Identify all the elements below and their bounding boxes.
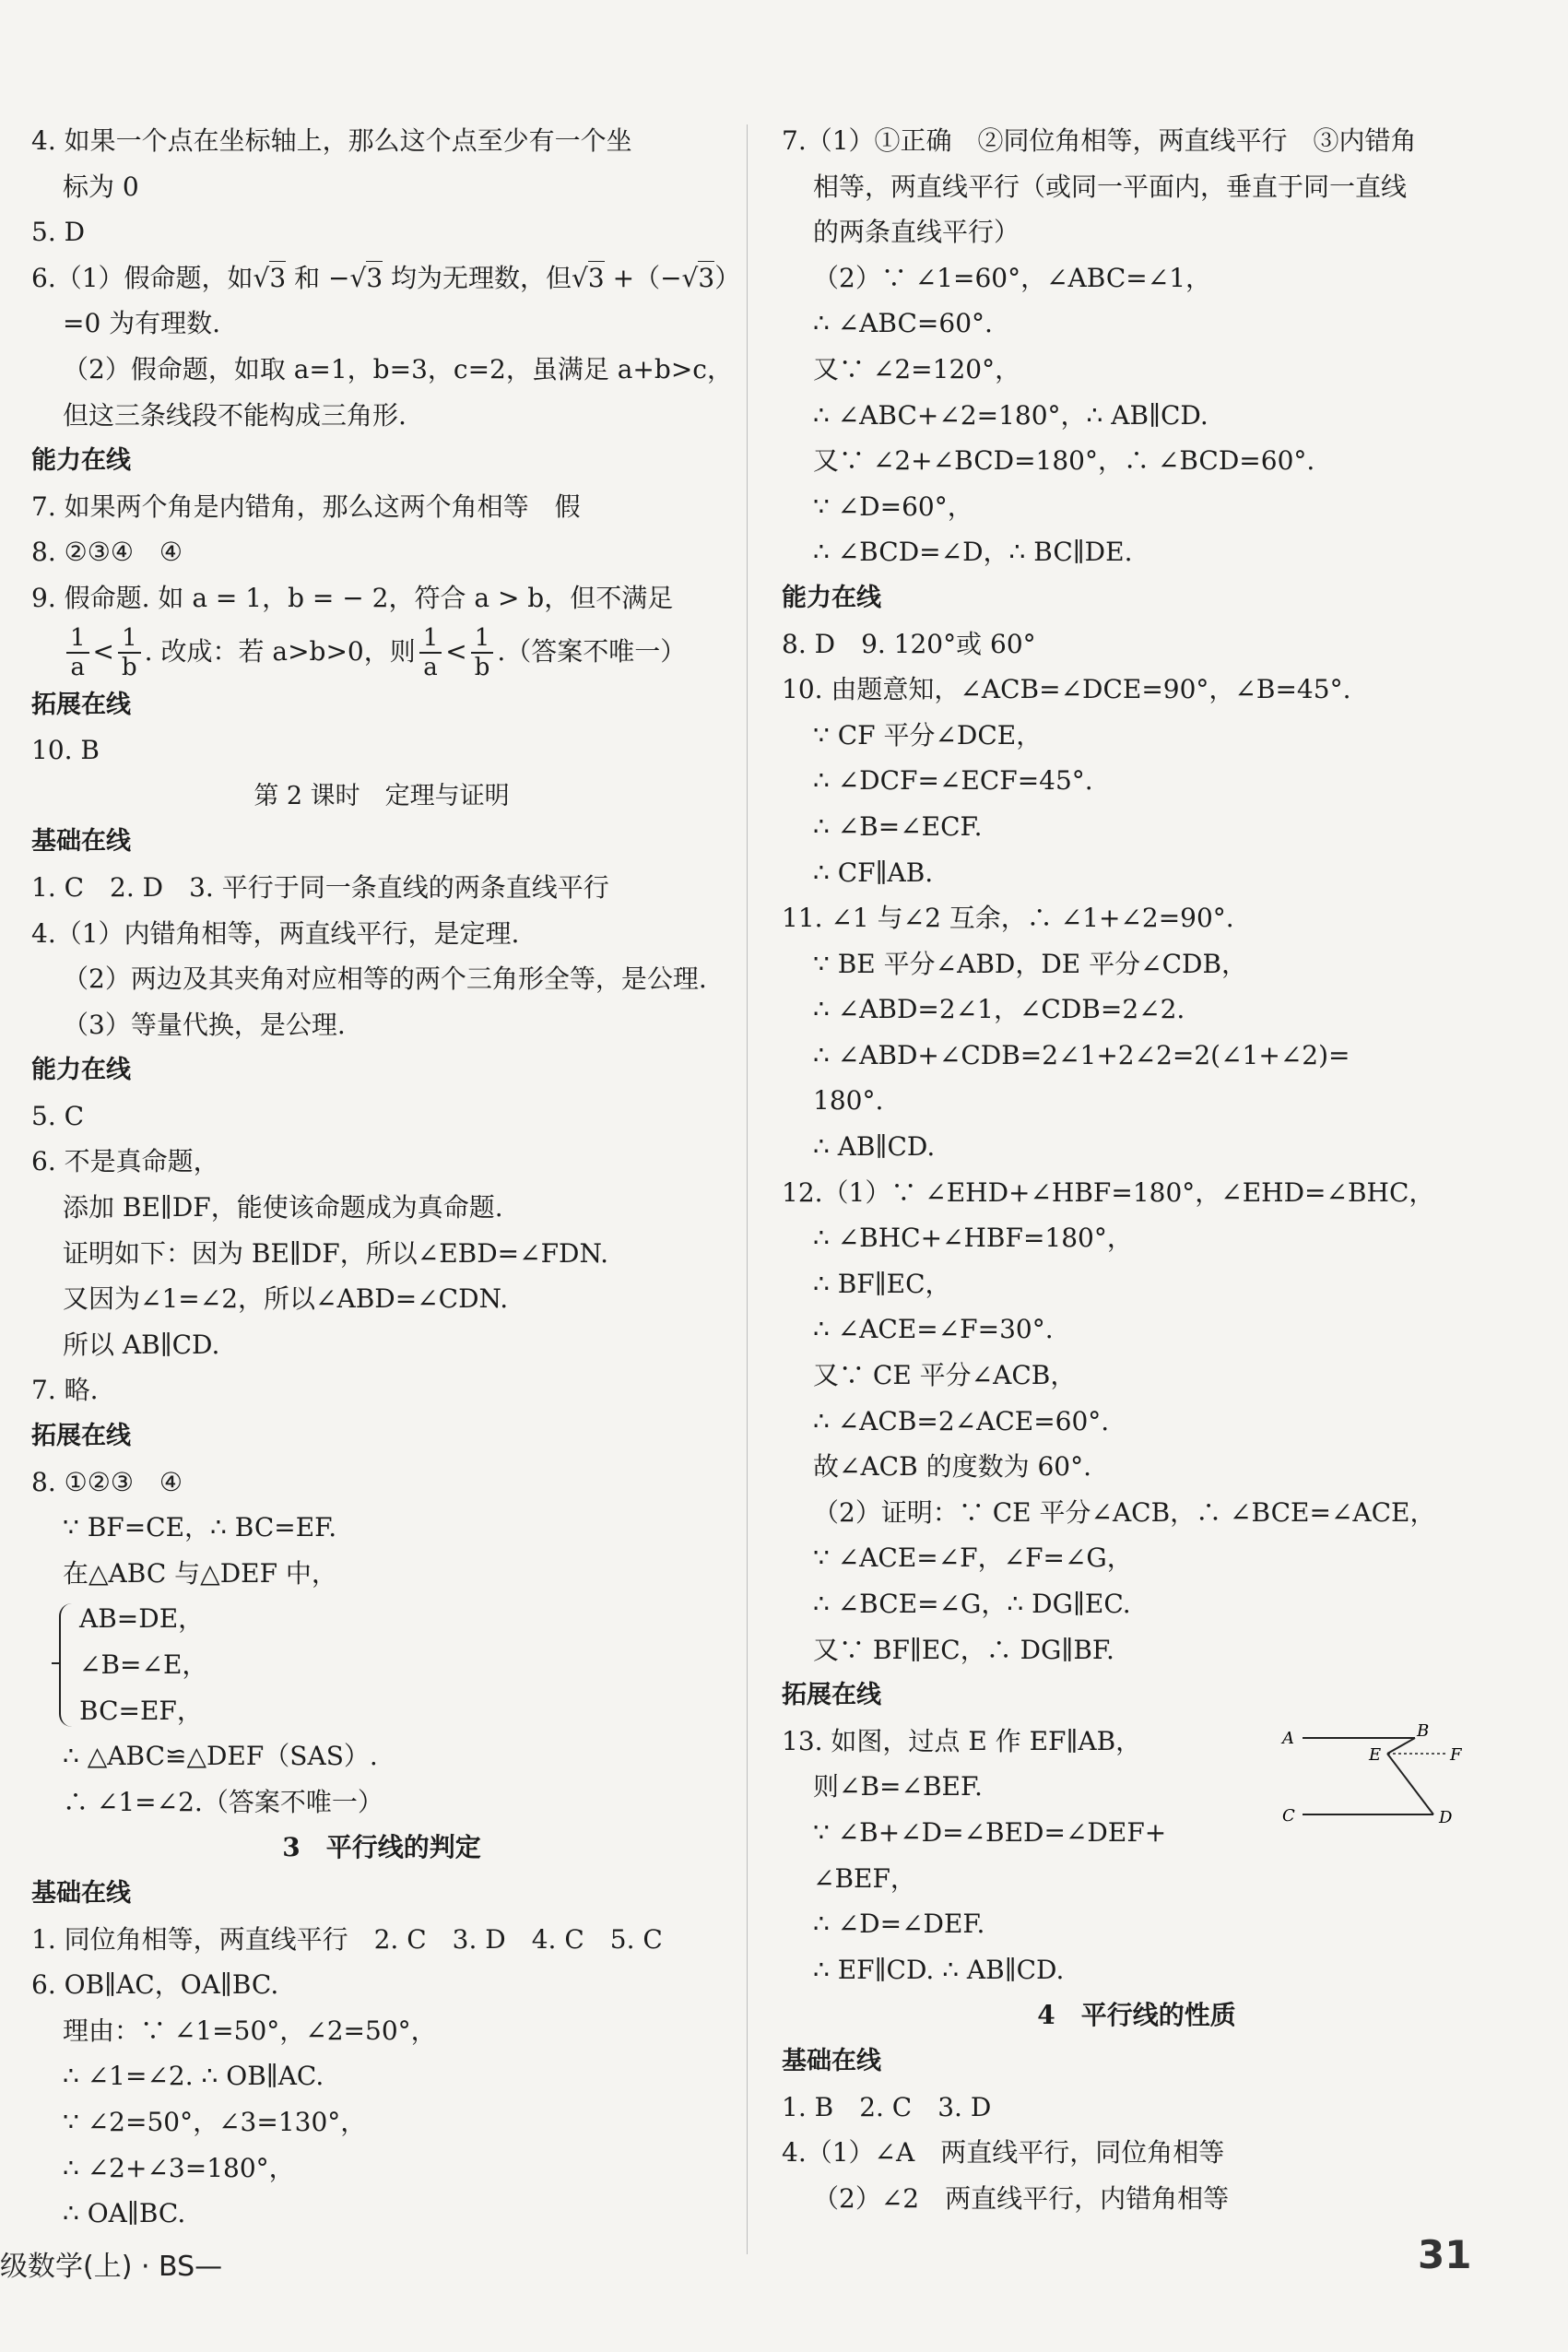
label-d: D — [1439, 1808, 1453, 1827]
text-line: ∴ △ABC≌△DEF（SAS）. — [63, 1741, 378, 1772]
text-line: ∴ AB∥CD. — [813, 1131, 936, 1163]
text-line: 又∵ CE 平分∠ACB， — [813, 1360, 1077, 1391]
column-divider — [747, 124, 748, 2254]
text-line: 8. ②③④ ④ — [31, 537, 183, 568]
text-line: （2）证明：∵ CE 平分∠ACB，∴ ∠BCE=∠ACE， — [813, 1496, 1436, 1528]
text-line: 又∵ ∠2=120°， — [813, 353, 1021, 384]
text-line: BC=EF， — [79, 1695, 203, 1726]
text-line-fractions: $\frac{1}{a}$ < $\frac{1}{b}$ . 改成：若 a>b>0，则 $\frac{1}{a}$ < $\frac{1}{b}$ .（答案不唯一） — [31, 621, 732, 682]
text-line: ∴ CF∥AB. — [813, 857, 934, 888]
text-line: ∴ ∠BCE=∠G，∴ DG∥EC. — [813, 1589, 1131, 1619]
text-line: 则∠B=∠BEF. — [813, 1771, 983, 1802]
text-line: （2）假命题，如取 a=1，b=3，c=2，虽满足 a+b>c， — [63, 353, 733, 384]
text-line: ∴ ∠1=∠2. ∴ OB∥AC. — [63, 2061, 324, 2092]
text-line: ∴ ∠ABD=2∠1，∠CDB=2∠2. — [813, 994, 1185, 1025]
fraction: $\frac{1}{b}$ — [471, 624, 494, 681]
text-line: 8. ①②③ ④ — [31, 1466, 183, 1497]
text-line: ∴ ∠ACB=2∠ACE=60°. — [813, 1405, 1110, 1436]
text-line: 添加 BE∥DF，能使该命题成为真命题. — [63, 1192, 503, 1223]
text-line: ∴ ∠ABC=60°. — [813, 308, 993, 339]
text-line: 又∵ ∠2+∠BCD=180°，∴ ∠BCD=60°. — [813, 445, 1315, 477]
text-line: ∵ CF 平分∠DCE， — [813, 719, 1043, 751]
lesson-title: 第 2 课时 定理与证明 — [253, 781, 510, 810]
text-line: ∵ ∠B+∠D=∠BED=∠DEF+ — [813, 1816, 1167, 1848]
label-c: C — [1282, 1806, 1295, 1826]
text-line: 4.（1）∠A 两直线平行，同位角相等 — [782, 2137, 1225, 2169]
text-line: ∵ ∠ACE=∠F，∠F=∠G， — [813, 1542, 1133, 1574]
label-e: E — [1369, 1745, 1382, 1765]
text-line: 5. C — [31, 1100, 85, 1131]
text-line: ∴ ∠B=∠ECF. — [813, 810, 983, 842]
text-line: 7.（1）①正确 ②同位角相等，两直线平行 ③内错角 — [782, 125, 1417, 156]
chapter-title: 4 平行线的性质 — [1037, 2000, 1236, 2031]
label-b: B — [1417, 1721, 1430, 1741]
section-heading: 能力在线 — [782, 583, 881, 612]
text-line: 所以 AB∥CD. — [63, 1329, 220, 1360]
text-line: 5. D — [31, 217, 86, 248]
text-line: 标为 0 — [63, 171, 139, 202]
text-line: 在△ABC 与△DEF 中， — [63, 1557, 337, 1589]
text-line: ∵ ∠2=50°，∠3=130°， — [63, 2106, 367, 2137]
text-line: ∴ EF∥CD. ∴ AB∥CD. — [813, 1954, 1065, 1985]
text-line: ∴ ∠1=∠2.（答案不唯一） — [63, 1786, 383, 1817]
text-line: 12.（1）∵ ∠EHD+∠HBF=180°，∠EHD=∠BHC， — [782, 1176, 1435, 1208]
text-line: ∴ BF∥EC， — [813, 1268, 951, 1299]
section-heading: 拓展在线 — [31, 1422, 131, 1451]
equation-system — [31, 1596, 732, 1733]
brace-icon — [59, 1603, 74, 1727]
text-line: 7. 略. — [31, 1375, 99, 1406]
section-heading: 基础在线 — [782, 2046, 881, 2075]
text-line: （2）∵ ∠1=60°，∠ABC=∠1， — [813, 262, 1212, 293]
section-heading: 拓展在线 — [31, 690, 131, 719]
section-heading: 能力在线 — [31, 446, 131, 476]
text-line: ∵ BE 平分∠ABD，DE 平分∠CDB， — [813, 948, 1248, 979]
section-heading: 能力在线 — [31, 1056, 131, 1085]
text-line: 8. D 9. 120°或 60° — [782, 628, 1036, 659]
text-line: 又∵ BF∥EC，∴ DG∥BF. — [813, 1634, 1114, 1665]
text-line: 4. 如果一个点在坐标轴上，那么这个点至少有一个坐 — [31, 125, 632, 156]
text-line: 故∠ACB 的度数为 60°. — [813, 1451, 1092, 1483]
text-line: 10. B — [31, 735, 100, 766]
text-line: AB=DE， — [79, 1603, 205, 1635]
line-be — [1387, 1738, 1415, 1754]
label-f: F — [1450, 1745, 1462, 1765]
text-line: 180°. — [813, 1085, 884, 1117]
section-heading: 基础在线 — [31, 827, 131, 857]
text-line: 理由：∵ ∠1=50°，∠2=50°， — [63, 2015, 437, 2046]
text-line: ∴ ∠BHC+∠HBF=180°， — [813, 1223, 1133, 1254]
fraction: $\frac{1}{a}$ — [66, 624, 89, 681]
text-line: ∴ ∠ABC+∠2=180°，∴ AB∥CD. — [813, 399, 1208, 431]
text-line: ∴ ∠ACE=∠F=30°. — [813, 1314, 1054, 1345]
fraction: $\frac{1}{b}$ — [118, 624, 141, 681]
text-line: （2）∠2 两直线平行，内错角相等 — [813, 2182, 1230, 2214]
text-line: 10. 由题意知，∠ACB=∠DCE=90°，∠B=45°. — [782, 674, 1351, 705]
text-line: 但这三条线段不能构成三角形. — [63, 399, 407, 431]
text-line: ∴ ∠2+∠3=180°， — [63, 2152, 295, 2183]
text-line: （3）等量代换，是公理. — [63, 1009, 346, 1040]
text-line: ∴ ∠DCF=∠ECF=45°. — [813, 765, 1093, 797]
section-heading: 基础在线 — [31, 1878, 131, 1908]
section-heading: 拓展在线 — [782, 1681, 881, 1710]
text-line: ∠B=∠E， — [79, 1649, 208, 1680]
label-a: A — [1282, 1729, 1294, 1748]
text-line: 的两条直线平行） — [813, 217, 1020, 248]
text-line: ∴ OA∥BC. — [63, 2198, 186, 2229]
text-line: 又因为∠1=∠2，所以∠ABD=∠CDN. — [63, 1283, 509, 1315]
line-ed — [1387, 1754, 1433, 1814]
page-number: 31 — [1418, 2232, 1472, 2277]
text-line: ∴ ∠BCD=∠D，∴ BC∥DE. — [813, 537, 1133, 568]
fraction: $\frac{1}{a}$ — [419, 624, 442, 681]
text-line: 6. 不是真命题， — [31, 1146, 219, 1177]
text-line: 6. OB∥AC，OA∥BC. — [31, 1969, 279, 2001]
text-line: ∵ ∠D=60°， — [813, 490, 973, 522]
text-line: 1. B 2. C 3. D — [782, 2091, 992, 2122]
text-line: 7. 如果两个角是内错角，那么这两个角相等 假 — [31, 490, 581, 522]
text-line: （2）两边及其夹角对应相等的两个三角形全等，是公理. — [63, 963, 707, 995]
text-line: ∠BEF， — [813, 1862, 916, 1894]
chapter-title: 3 平行线的判定 — [282, 1832, 481, 1863]
right-column — [782, 118, 1491, 2221]
left-column — [31, 118, 741, 2237]
text-line: 相等，两直线平行（或同一平面内，垂直于同一直线 — [813, 171, 1408, 202]
text-line: 9. 假命题. 如 a = 1，b = − 2，符合 a > b，但不满足 — [31, 582, 674, 613]
text-line: 4.（1）内错角相等，两直线平行，是定理. — [31, 917, 520, 949]
text-line: ∴ ∠ABD+∠CDB=2∠1+2∠2=2(∠1+∠2)= — [813, 1039, 1350, 1070]
parallel-lines-figure — [1277, 1720, 1470, 1839]
text-line: 1. 同位角相等，两直线平行 2. C 3. D 4. C 5. C — [31, 1923, 663, 1955]
text-line: 11. ∠1 与∠2 互余，∴ ∠1+∠2=90°. — [782, 903, 1234, 934]
text-line: 6.（1）假命题，如√3 和 −√3 均为无理数，但√3 +（−√3） — [31, 262, 741, 293]
text-line: 13. 如图，过点 E 作 EF∥AB， — [782, 1725, 1142, 1756]
text-line: 证明如下：因为 BE∥DF，所以∠EBD=∠FDN. — [63, 1237, 609, 1269]
footer-book-title: 级数学(上) · BS— — [0, 2251, 223, 2283]
text-line: ∵ BF=CE，∴ BC=EF. — [63, 1512, 337, 1543]
text-line: =0 为有理数. — [63, 308, 221, 339]
text-line: 1. C 2. D 3. 平行于同一条直线的两条直线平行 — [31, 871, 609, 903]
text-line: ∴ ∠D=∠DEF. — [813, 1909, 985, 1940]
